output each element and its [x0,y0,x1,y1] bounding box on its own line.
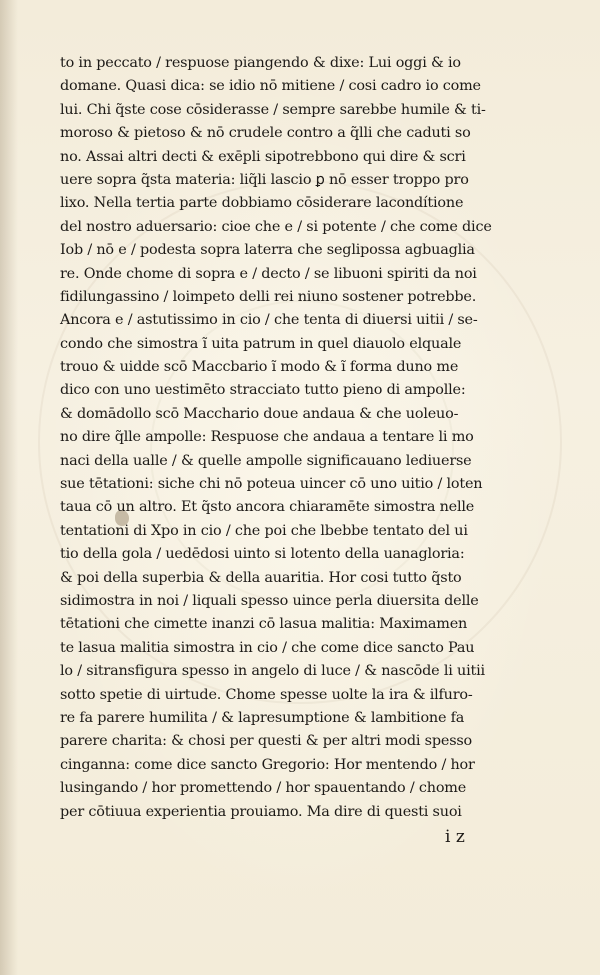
text-line: lo / sitransfigura spesso in angelo di luce / & nascōde li uitii [60,663,485,680]
text-line: re fa parere humilita / & lapresumptione & lambitione fa [60,709,465,726]
text-line: no dire q̃lle ampolle: Respuose che andaua a tentare li mo [60,429,474,446]
text-line: parere charita: & chosi per questi & per altri modi spesso [60,733,473,750]
text-line: tentationi di Xpo in cio / che poi che lbebbe tentato del ui [60,522,468,539]
text-line: to in peccato / respuose piangendo & dixe: Lui oggi & io [60,55,461,71]
text-line: sidimostra in noi / liquali spesso uince perla diuersita delle [60,592,479,609]
text-line: Ancora e / astutissimo in cio / che tenta di diuersi uitii / se- [60,312,478,329]
text-line: uere sopra q̃sta materia: liq̃li lascio ꝑ nō esser troppo pro [60,171,469,188]
text-line: per cōtiuua experientia prouiamo. Ma dire di questi suoi [60,803,462,820]
page-fold-shadow [0,0,18,975]
folio-signature: i z [445,827,465,847]
text-line: naci della ualle / & quelle ampolle significauano lediuerse [60,452,472,469]
text-line: del nostro aduersario: cioe che e / si potente / che come dice [60,218,492,235]
text-line: & domādollo scō Macchario doue andaua & che uoleuo- [60,405,459,422]
text-line: moroso & pietoso & nō crudele contro a q̃lli che caduti so [60,125,471,142]
text-line: lixo. Nella tertia parte dobbiamo cōsiderare lacondítione [60,195,464,212]
text-line: condo che simostra ĩ uita patrum in quel diauolo elquale [60,335,462,352]
text-line: lui. Chi q̃ste cose cōsiderasse / sempre sarebbe humile & ti- [60,101,486,118]
text-line: tētationi che cimette inanzi cō lasua malitia: Maximamen [60,616,468,633]
text-line: no. Assai altri decti & exēpli sipotrebbono qui dire & scri [60,148,466,165]
text-line: & poi della superbia & della auaritia. Hor cosi tutto q̃sto [60,569,462,586]
text-line: sotto spetie di uirtude. Chome spesse uolte la ira & ilfuro- [60,686,473,703]
text-line: re. Onde chome di sopra e / decto / se libuoni spiriti da noi [60,265,477,282]
text-line: cinganna: come dice sancto Gregorio: Hor mentendo / hor [60,756,475,773]
text-line: tio della gola / uedēdosi uinto si lotento della uanagloria: [60,546,465,563]
text-line: fidilungassino / loimpeto delli rei niuno sostener potrebbe. [60,288,477,305]
text-line: taua cō un altro. Et q̃sto ancora chiaramēte simostra nelle [60,499,475,516]
text-line: trouo & uidde scō Maccbario ĩ modo & ĩ forma duno me [60,359,459,376]
text-line: Iob / nō e / podesta sopra laterra che seglipossa agbuaglia [60,242,475,259]
text-line: sue tētationi: siche chi nō poteua uincer cō uno uitio / loten [60,476,483,493]
text-line: te lasua malitia simostra in cio / che come dice sancto Pau [60,639,475,656]
text-line: lusingando / hor promettendo / hor spauentando / chome [60,780,467,797]
text-line: domane. Quasi dica: se idio nō mitiene / cosi cadro io come [60,78,481,95]
body-text [60,52,492,824]
text-line: dico con uno uestimēto stracciato tutto pieno di ampolle: [60,382,466,399]
